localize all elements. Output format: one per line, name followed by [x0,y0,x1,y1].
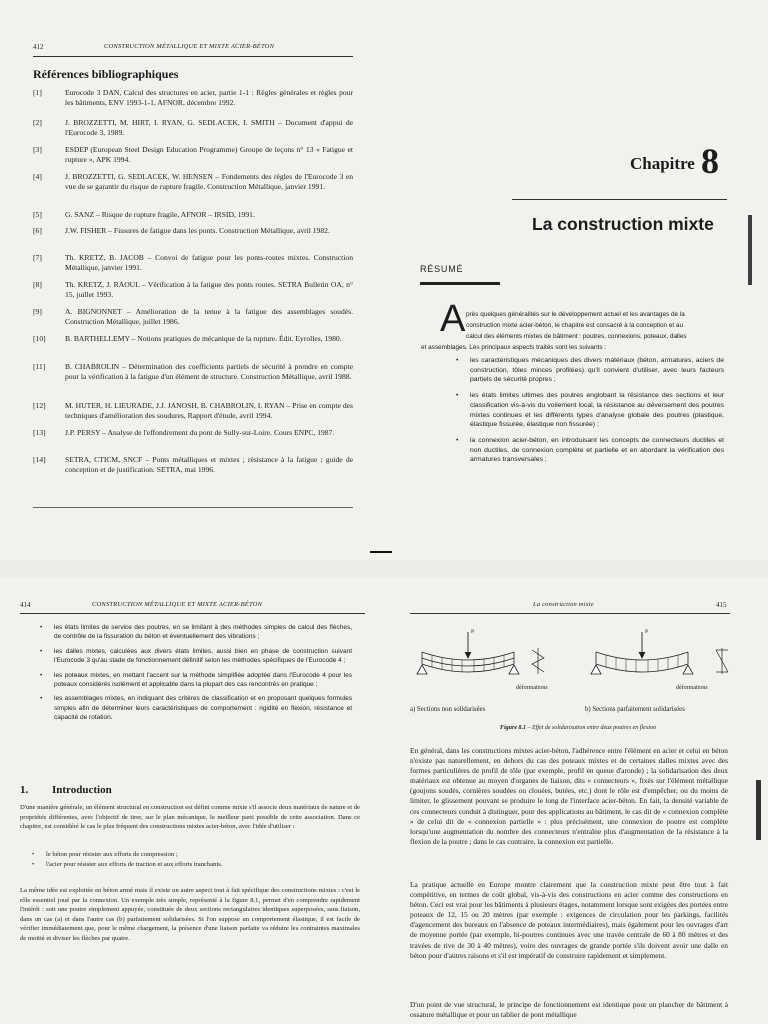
running-head: CONSTRUCTION MÉTALLIQUE ET MIXTE ACIER-BÉTON [104,43,275,50]
material-role-item: • l'acier pour résister aux efforts de traction et aux efforts tranchants. [32,860,352,870]
body-paragraph-2: La pratique actuelle en Europe montre clairement que la construction mixte peut être tout à fait compétitive, en termes de coût global, vis-à-vis des constructions en acier comme des constructions en béton. Ceci est vrai pour les bâtiments à plusieurs étages, notamment lorsque sont exigées des portées entre poteaux de 12, 15 ou 20 mètres (par exemple : exigences de circulation pour les parkings, facilités d'agencement des bureaux en l'absence de poteaux intermédiaires), mais également pour les ouvrages d'art de moyenne portée (par exemple, bi-poutres continues avec une travée centrale de 60 à 80 mètres et des travées de rive de 30 à 40 mètres), voire des ouvrages de grande portée s'ils doivent avoir une dalle en béton pour d'autres raisons et s'il est impératif de construire rapidement et simplement. [410,880,728,960]
reference-text: B. BARTHELLEMY – Notions pratiques de mécanique de la rupture. Édit. Eyrolles, 1980. [65,334,342,343]
reference-item [33,334,353,344]
reference-item [33,226,353,236]
chapter-opening-page [384,0,768,560]
strain-diagram-b [716,648,728,674]
reference-number: [10] [33,334,46,343]
references-title: Références bibliographiques [33,67,179,81]
chapter-title: La construction mixte [532,214,714,234]
reference-number: [13] [33,428,46,437]
reference-number: [2] [33,118,42,127]
reference-text: ESDEP (European Steel Design Education Programme) Groupe de leçons n° 13 « Fatigue et rupture », APK 1994. [65,145,353,165]
summary-bullet: • les poteaux mixtes, en mettant l'accent sur la méthode simplifiée adoptée dans l'Eurocode 4 pour les poteaux considérés isolément et applicable dans la plupart des cas rencontrés en pratique ; [40,671,352,690]
intro-line-2: construction mixte acier-béton, le chapitre est consacré à la conception et au [466,322,684,329]
chapter-word: Chapitre [630,154,695,173]
references-end-rule [33,507,353,508]
beam-bonded [591,632,693,674]
summary-bullet: • les dalles mixtes, calculées aux divers états limites, aussi bien en phase de construction suivant l'Eurocode 3 qu'au stade de fonctionnement définitif selon les méthodes spécifiques de l'Eurocode 4 ; [40,647,352,666]
summary-bullets [456,356,724,465]
connection-paragraph: La même idée est exploitée en béton armé mais il existe un autre aspect tout à fait spécifique des constructions mixtes : c'est le rôle essentiel joué par la connexion. Un exemple très simple, représenté à la figure 8.1, permet d'en comprendre rapidement l'intérêt : soit une poutre simplement appuyée, constituée de deux sections rectangulaires identiques superposées, sans liaison, dans un cas (a) et dans l'autre cas (b) parfaitement solidarisées. Si l'on suppose un comportement élastique, il est facile de vérifier immédiatement que, pour le même chargement, la présence d'une liaison parfaite va réduire les contraintes maximales de moitié et diviser les flèches par quatre. [20,887,360,942]
reference-item [33,88,353,109]
reference-number: [1] [33,88,42,97]
reference-item [33,145,353,166]
body-paragraph-1: En général, dans les constructions mixtes acier-béton, l'adhérence entre l'élément en acier et celui en béton n'existe pas naturellement, en dehors du cas des poteaux mixtes et de certaines dalles mixtes avec des formes particulières de profil de tôle (par exemple, profil en queue d'aronde) ; la solidarisation des deux matériaux est obtenue au moyen d'organes de liaison, dits « connecteurs », fixés sur l'élément métallique (goujons soudés, cornières soudées ou clouées, butées, etc.) dont le rôle est d'empêcher, ou du moins de limiter, le glissement pouvant se produire le long de l'interface acier-béton. En fait, la densité variable de ces connecteurs conduit à distinguer, pour des applications au bâtiment, le cas dit de « connexion complète » de celui dit de « connexion partielle » : plus précisément, une connexion de poutre est complète lorsqu'une augmentation du nombre des connecteurs n'entraîne plus d'augmentation de la résistance à la flexion de la poutre ; dans le cas contraire, la connexion est partielle. [410,746,728,846]
page-number: 415 [716,601,727,609]
summary-bullet: • les caractéristiques mécaniques des divers matériaux (béton, armatures, aciers de construction, tôles minces profilées) qu'il convient d'utiliser, avec leurs facteurs partiels de sécurité propres ; [456,356,724,385]
intro-line-3: calcul des éléments mixtes de bâtiment : poutres, connexions, poteaux, dalles [466,333,687,340]
reference-item [33,210,353,220]
deformations-label-a: déformations [516,685,548,691]
chapter-rule [512,199,727,200]
reference-text: G. SANZ – Risque de rupture fragile, AFNOR – IRSID, 1991. [65,210,255,219]
reference-text: Th. KRETZ, J. RAOUL – Vérification à la fatigue des ponts routes. SETRA Bulletin OA, n° 15, juillet 1993. [65,280,353,300]
introduction-paragraph: D'une manière générale, un élément structural en construction est défini comme mixte s'il associe deux matériaux de nature et de propriétés différentes, avec l'objectif de tirer, sur le plan mécanique, le meilleur parti possible de cette association. Dans ce chapitre, est considéré le cas le plus fréquent des constructions mixtes acier-béton, avec l'idée d'utiliser : [20,804,360,831]
material-roles-list [32,850,352,869]
reference-text: J. BROZZETTI, M. HIRT, I. RYAN, G. SEDLACEK, I. SMITH – Document d'appui de l'Eurocode 3, 1989. [65,118,353,138]
reference-item [33,362,353,383]
reference-item [33,172,353,193]
drop-cap: A [440,298,466,340]
reference-item [33,428,353,438]
case-b-label: b) Sections parfaitement solidarisées [585,706,685,713]
reference-text: M. HUTER, H. LIEURADE, J.J. JANOSH, B. CHABROLIN, I. RYAN – Prise en compte des techniques d'amélioration des soudures, Rapport d'étude, avril 1994. [65,401,353,421]
page-edge-shadow [748,215,752,285]
reference-text: Eurocode 3 DAN, Calcul des structures en acier, partie 1-1 : Règles générales et règles pour les bâtiments, ENV 1993-1-1, AFNOR, décembre 1992. [65,88,353,108]
body-paragraph-3: D'un point de vue structural, le principe de fonctionnement est identique pour un plancher de bâtiment à ossature métallique et pour un tablier de pont métallique [410,1000,728,1020]
reference-text: SETRA, CTICM, SNCF – Ponts métalliques et mixtes ; résistance à la fatigue ; guide de conception et de justification. SETRA, mai 1996. [65,455,353,475]
figure-caption [500,725,656,731]
figure-caption-number: Figure 8.1 [500,725,527,731]
reference-text: J. BROZZETTI, G. SEDLACEK, W. HENSEN – Fondements des règles de l'Eurocode 3 en vue de se garantir du risque de rupture fragile. Construction Métallique, janvier 1991. [65,172,353,192]
case-a-label: a) Sections non solidarisées [410,706,486,713]
header-rule [410,613,730,614]
reference-number: [7] [33,253,42,262]
reference-item [33,307,353,328]
material-role-item: • le béton pour résister aux efforts de compression ; [32,850,352,860]
reference-item [33,280,353,301]
reference-number: [14] [33,455,46,464]
summary-bullet: • la connexion acier-béton, en introduisant les concepts de connecteurs ductiles et non ductiles, de connexion complète et partielle et en abordant la vérification des armatures transversales ; [456,436,724,465]
header-rule [20,613,365,614]
load-label-b: P [645,629,649,635]
summary-bullets-continued [40,623,352,723]
reference-number: [6] [33,226,42,235]
intro-line-1: près quelques généralités sur le développement actuel et les avantages de la [466,311,685,318]
reference-number: [4] [33,172,42,181]
reference-text: A. BIGNONNET – Amélioration de la tenue à la fatigue des assemblages soudés. Construction Métallique, juillet 1986. [65,307,353,327]
chapter-number: 8 [701,141,719,181]
reference-item [33,455,353,476]
resume-heading: RÉSUMÉ [420,264,464,274]
summary-bullet: • les états limites ultimes des poutres englobant la résistance des sections et leur classification vis-à-vis du voilement local, la résistance au déversement des poutres mixtes continues et les différents types d'analyse globale des poutres (plastique, élastique fissurée, élastique non fissurée) ; [456,391,724,430]
reference-item [33,401,353,422]
intro-line-4: et assemblages. Les principaux aspects traités sont les suivants : [421,344,607,351]
resume-underline [420,282,500,285]
summary-bullet: • les assemblages mixtes, en indiquant des critères de classification et en proposant quelques formules simples afin de déterminer leurs caractéristiques de comportement : rigidité en flexion, résistance et capacité de rotation. [40,694,352,722]
reference-number: [12] [33,401,46,410]
reference-text: J.P. PERSY – Analyse de l'effondrement du pont de Sully-sur-Loire. Cours ENPC, 1987. [65,428,335,437]
reference-number: [9] [33,307,42,316]
header-rule [33,56,353,57]
page-fold-mark [370,551,392,553]
reference-text: Th. KRETZ, B. JACOB – Convoi de fatigue pour les ponts-routes mixtes. Construction Métallique, janvier 1991. [65,253,353,273]
reference-item [33,118,353,139]
load-label-a: P [471,629,475,635]
beam-unbonded [417,632,519,674]
section-number: 1. [20,784,29,796]
deformations-label-b: déformations [676,685,708,691]
reference-text: J.W. FISHER – Fissures de fatigue dans les ponts. Construction Métallique, avril 1982. [65,226,330,235]
page-number: 412 [33,43,44,51]
reference-number: [8] [33,280,42,289]
reference-item [33,253,353,274]
running-head: La construction mixte [533,601,594,608]
strain-diagram-a [532,648,544,674]
reference-number: [5] [33,210,42,219]
running-head: CONSTRUCTION MÉTALLIQUE ET MIXTE ACIER-BÉTON [92,601,263,608]
summary-bullet: • les états limites de service des poutres, en se limitant à des méthodes simples de calcul des flèches, de contrôle de la fissuration du béton et éventuellement des vibrations ; [40,623,352,642]
page-number: 414 [20,601,31,609]
page-edge-shadow [756,780,761,840]
reference-number: [3] [33,145,42,154]
section-title: Introduction [52,784,112,796]
reference-text: B. CHABROLIN – Détermination des coefficients partiels de sécurité à prendre en compte pour la vérification à la fatigue d'un élément de structure. Construction Métallique, avril 1988. [65,362,353,382]
figure-caption-text: – Effet de solidarisation entre deux poutres en flexion [526,725,657,731]
reference-number: [11] [33,362,46,371]
